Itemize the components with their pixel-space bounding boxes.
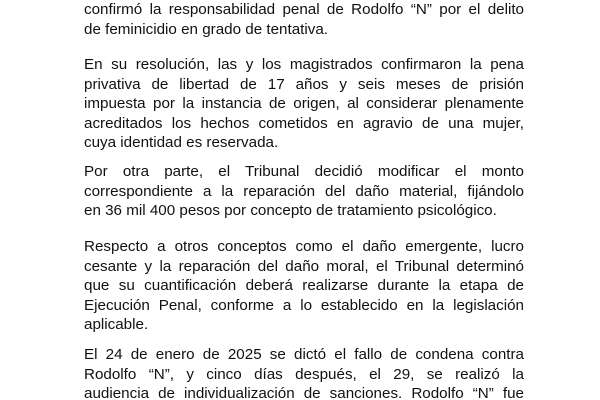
text-line: correspondiente a la reparación del daño material, fijándolo <box>84 182 524 200</box>
paragraph-conviction-dates <box>84 345 524 400</box>
text-line: Respecto a otros conceptos como el daño emergente, lucro <box>84 238 524 255</box>
text-line: cesante y la reparación del daño moral, el Tribunal determinó <box>84 257 524 275</box>
text-line: En su resolución, las y los magistrados confirmaron la pena <box>84 56 524 73</box>
text-line: privativa de libertad de 17 años y seis meses de prisión <box>84 75 524 93</box>
paragraph-sentence-confirmed <box>84 55 524 153</box>
text-line: impuesta por la instancia de origen, al considerar plenamente <box>84 95 524 112</box>
text-line: El 24 de enero de 2025 se dictó el fallo de condena contra <box>84 346 524 363</box>
text-line: acreditados los hechos cometidos en agravio de una mujer, <box>84 114 524 132</box>
text-line: que su cuantificación deberá realizarse durante la etapa de <box>84 277 524 294</box>
text-line: confirmó la responsabilidad penal de Rodolfo “N” por el delito <box>84 1 524 18</box>
paragraph-responsibility-confirmed <box>84 0 524 39</box>
text-line: Rodolfo “N”, y cinco días después, el 29, se realizó la <box>84 365 524 383</box>
text-line: Ejecución Penal, conforme a lo establecido en la legislación <box>84 296 524 314</box>
text-line: aplicable. <box>84 316 149 333</box>
text-line: audiencia de individualización de sanciones. Rodolfo “N” fue <box>84 385 524 400</box>
text-line: cuya identidad es reservada. <box>84 134 279 151</box>
text-line: en 36 mil 400 pesos por concepto de tratamiento psicológico. <box>84 202 497 219</box>
text-line: de feminicidio en grado de tentativa. <box>84 20 329 38</box>
paragraph-other-concepts <box>84 237 524 335</box>
text-line: Por otra parte, el Tribunal decidió modificar el monto <box>84 163 524 180</box>
paragraph-material-damage-reparation <box>84 162 524 221</box>
